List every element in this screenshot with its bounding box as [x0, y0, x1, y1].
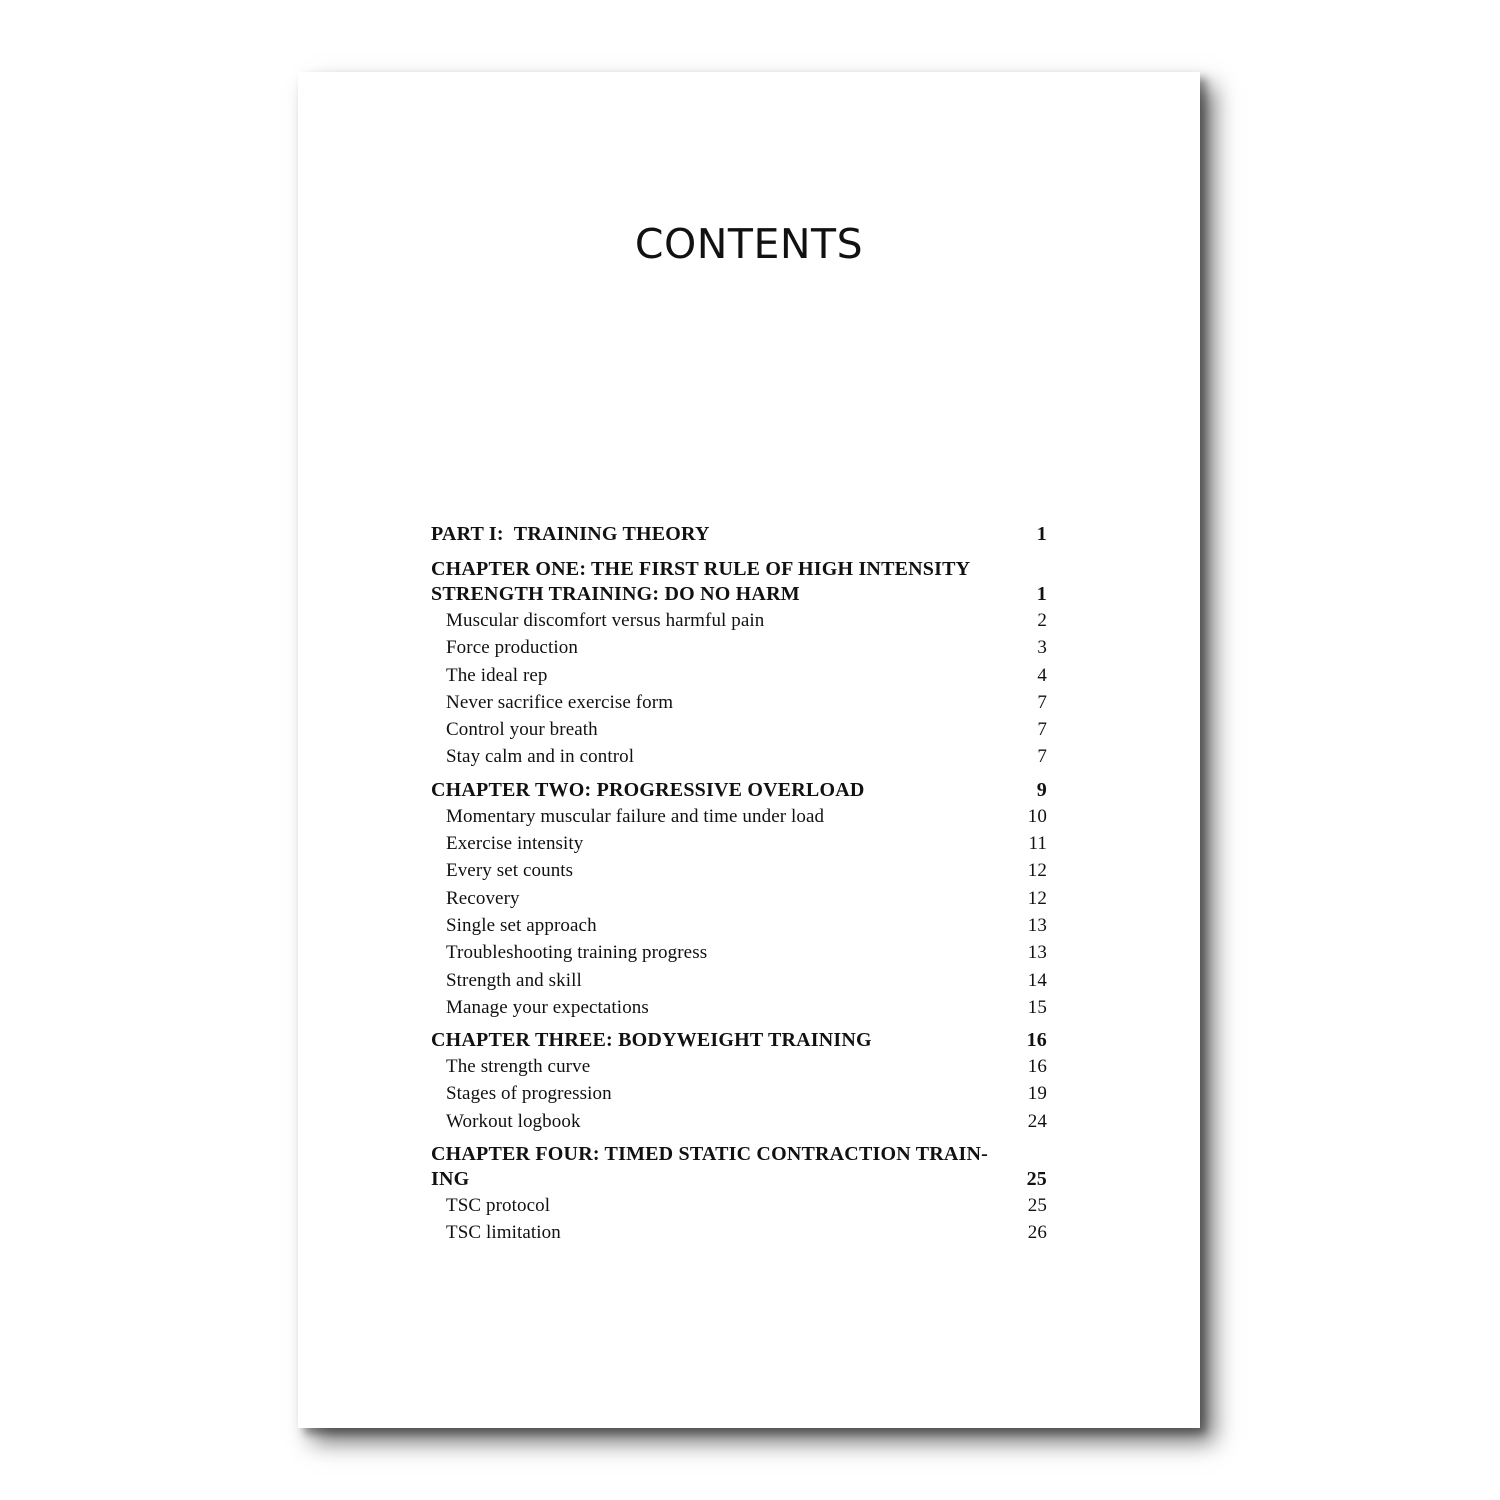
toc-section[interactable]: [431, 939, 1047, 966]
toc-section-label: Single set approach: [446, 914, 597, 936]
toc-chapter-page: 1: [1036, 583, 1047, 605]
document-page: [298, 72, 1200, 1428]
toc-section-label: Workout logbook: [446, 1110, 581, 1132]
toc-section-label: Manage your expectations: [446, 996, 649, 1018]
toc-section[interactable]: [431, 1080, 1047, 1107]
toc-section[interactable]: [431, 830, 1047, 857]
toc-chapter-title-line[interactable]: [431, 1142, 1047, 1167]
toc-chapter-title-line[interactable]: [431, 1028, 1047, 1053]
toc-section[interactable]: [431, 1108, 1047, 1135]
toc-section-page: 25: [1027, 1195, 1047, 1217]
toc-section-page: 24: [1027, 1110, 1047, 1132]
toc-chapter: [431, 1142, 1047, 1247]
toc-chapter-title-line[interactable]: [431, 557, 1047, 582]
toc-chapters: [431, 557, 1047, 1247]
toc-chapter-title-line[interactable]: [431, 582, 1047, 607]
toc-chapter-label: CHAPTER THREE: BODYWEIGHT TRAINING: [431, 1029, 872, 1052]
toc-section[interactable]: [431, 607, 1047, 634]
toc-section-page: 7: [1037, 719, 1047, 741]
toc-chapter-title-line[interactable]: [431, 778, 1047, 803]
toc-chapter-label: STRENGTH TRAINING: DO NO HARM: [431, 583, 800, 605]
toc-section[interactable]: [431, 912, 1047, 939]
toc-section[interactable]: [431, 857, 1047, 884]
toc-section-label: The strength curve: [446, 1056, 591, 1078]
toc-section-label: TSC limitation: [446, 1222, 561, 1244]
toc-section-page: 7: [1037, 691, 1047, 713]
toc-section-page: 12: [1027, 860, 1047, 882]
toc-section-label: Momentary muscular failure and time under load: [446, 805, 825, 827]
toc-section-page: 13: [1027, 942, 1047, 964]
toc-section-label: Stages of progression: [446, 1083, 612, 1105]
toc-section-label: Recovery: [446, 887, 520, 909]
toc-chapter-label: ING: [431, 1168, 470, 1191]
toc-section-page: 15: [1027, 996, 1047, 1018]
toc-chapter-page: 25: [1026, 1168, 1047, 1191]
toc-chapter-label: CHAPTER TWO: PROGRESSIVE OVERLOAD: [431, 778, 865, 801]
toc-section-label: Troubleshooting training progress: [446, 942, 708, 964]
toc-section[interactable]: [431, 803, 1047, 830]
toc-section-label: Strength and skill: [446, 969, 582, 991]
toc-part-page: 1: [1036, 523, 1047, 545]
toc-section[interactable]: [431, 885, 1047, 912]
toc-section-page: 12: [1027, 887, 1047, 909]
toc-chapter-page: 9: [1036, 778, 1047, 801]
toc-section[interactable]: [431, 716, 1047, 743]
toc-section-page: 2: [1037, 610, 1047, 631]
toc-section-label: TSC protocol: [446, 1195, 551, 1217]
toc-section-label: Stay calm and in control: [446, 746, 635, 768]
toc-section-label: Force production: [446, 637, 578, 659]
toc-chapter-label: CHAPTER ONE: THE FIRST RULE OF HIGH INTENSITY: [431, 558, 971, 580]
toc-section-label: The ideal rep: [446, 664, 548, 686]
toc-section-page: 16: [1027, 1056, 1047, 1078]
toc-section-page: 3: [1037, 637, 1047, 659]
toc-section-page: 14: [1027, 969, 1047, 991]
toc-section-page: 19: [1027, 1083, 1047, 1105]
toc-chapter-title-line[interactable]: [431, 1167, 1047, 1192]
toc-section[interactable]: [431, 634, 1047, 661]
toc-chapter-page: 16: [1026, 1029, 1047, 1052]
toc-section[interactable]: [431, 1053, 1047, 1080]
toc-section-label: Exercise intensity: [446, 833, 584, 855]
toc-section[interactable]: [431, 689, 1047, 716]
toc-section-label: Control your breath: [446, 719, 598, 741]
toc-section-label: Muscular discomfort versus harmful pain: [446, 610, 765, 631]
toc-chapter: [431, 557, 1047, 771]
toc-chapter: [431, 778, 1047, 1021]
page-title: CONTENTS: [634, 220, 864, 268]
toc-chapter-label: CHAPTER FOUR: TIMED STATIC CONTRACTION TRAIN-: [431, 1143, 989, 1166]
toc-section-page: 11: [1028, 833, 1047, 855]
toc-section[interactable]: [431, 1192, 1047, 1219]
toc-section-page: 26: [1027, 1222, 1047, 1244]
toc-section[interactable]: [431, 1219, 1047, 1246]
toc-section-page: 7: [1037, 746, 1047, 768]
toc-chapter: [431, 1028, 1047, 1135]
toc-section-page: 10: [1027, 805, 1047, 827]
toc-section-label: Never sacrifice exercise form: [446, 691, 674, 713]
toc-section-label: Every set counts: [446, 860, 574, 882]
toc-section[interactable]: [431, 662, 1047, 689]
toc-section[interactable]: [431, 967, 1047, 994]
table-of-contents: [431, 520, 1047, 1247]
toc-section[interactable]: [431, 994, 1047, 1021]
toc-section-page: 4: [1037, 664, 1047, 686]
toc-part[interactable]: [431, 522, 1047, 547]
toc-section[interactable]: [431, 743, 1047, 770]
toc-part-label: PART I: TRAINING THEORY: [431, 523, 710, 545]
toc-section-page: 13: [1027, 914, 1047, 936]
